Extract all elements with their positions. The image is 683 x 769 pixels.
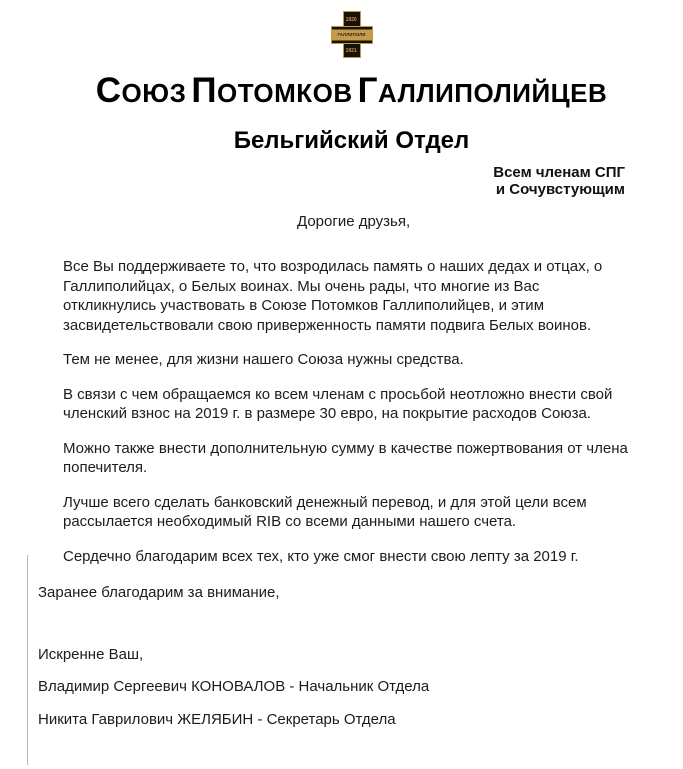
page-subtitle: Бельгийский Отдел: [233, 127, 470, 154]
addressee-block: [0, 164, 683, 198]
paragraph: Можно также внести дополнительную сумму в качестве пожертвования от члена попечителя.: [63, 439, 628, 476]
closing-valediction: Искренне Ваш,: [38, 645, 144, 663]
salutation: Дорогие друзья,: [297, 213, 411, 230]
letter-header: [0, 0, 683, 155]
paragraph: Тем не менее, для жизни нашего Союза нужны средства.: [63, 351, 464, 368]
page-title: СОЮЗ ПОТОМКОВ ГАЛЛИПОЛИЙЦЕВ: [95, 71, 608, 110]
paragraph: Сердечно благодарим всех тех, кто уже смог внести свою лепту за 2019 г.: [63, 547, 579, 565]
gallipoli-cross-icon: [331, 11, 373, 58]
paragraph: Все Вы поддерживаете то, что возродилась память о наших дедах и отцах, о Галлиполийцах, о Белых воинах. Мы очень рады, что многие из Вас откликнулись участвовать в Союзе Потомков Галлиполийцев, и этим засвидетельствовали свою приверженность памяти подвига Белых воинов.: [63, 258, 603, 334]
emblem-year-top: 1920: [345, 17, 358, 23]
paragraph: В связи с чем обращаемся ко всем членам с просьбой неотложно внести свой членский взнос на 2019 г. в размере 30 евро, на покрытие расходов Союза.: [63, 385, 613, 422]
closing-thanks: Заранее благодарим за внимание,: [38, 584, 280, 601]
paragraph: Лучше всего сделать банковский денежный перевод, и для этой цели всем рассылается необходимый RIB со всеми данными нашего счета.: [63, 493, 587, 530]
emblem-label-band: ГАЛЛИПОЛИ: [332, 29, 372, 40]
signature-line: Никита Гаврилович ЖЕЛЯБИН - Секретарь Отдела: [38, 710, 396, 728]
addressee-line-1: Всем членам СПГ: [493, 164, 625, 181]
signature-line: Владимир Сергеевич КОНОВАЛОВ - Начальник Отдела: [38, 678, 430, 695]
closing-block: [27, 555, 429, 765]
emblem-wrap: [20, 0, 683, 58]
addressee-line-2: и Сочувстующим: [495, 181, 625, 198]
letter-body: [63, 257, 631, 566]
emblem-year-bottom: 1921: [345, 48, 358, 54]
